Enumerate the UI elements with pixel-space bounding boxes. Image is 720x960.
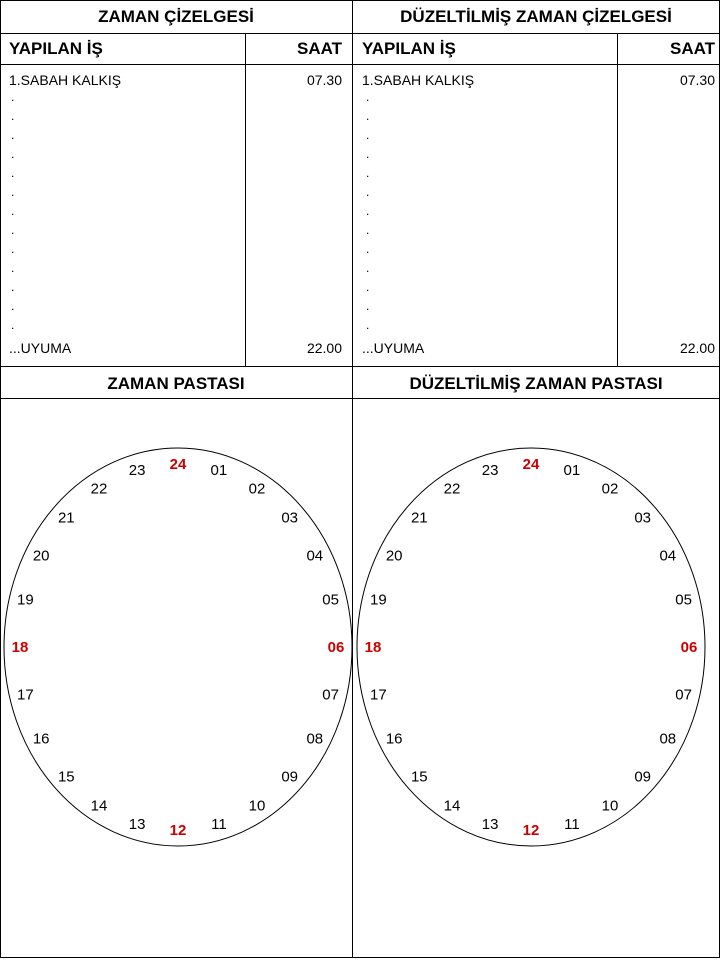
right-col-task-header: YAPILAN İŞ	[362, 39, 456, 58]
right-clock-hour-24: 24	[522, 456, 540, 473]
right-first-time: 07.30	[679, 72, 715, 88]
right-clock-hour-18: 18	[364, 639, 382, 656]
right-schedule-title: DÜZELTİLMİŞ ZAMAN ÇİZELGESİ	[400, 7, 672, 26]
right-clock-hour-07: 07	[675, 686, 692, 704]
left-clock-hour-17: 17	[17, 686, 34, 704]
left-clock-hour-06: 06	[327, 639, 345, 656]
right-clock-outline	[357, 448, 705, 846]
left-clock-hour-18: 18	[11, 639, 29, 656]
left-last-time: 22.00	[306, 340, 342, 356]
left-pie-title: ZAMAN PASTASI	[107, 374, 245, 393]
left-clock-hour-22: 22	[90, 480, 108, 498]
left-clock-hour-12: 12	[169, 822, 187, 839]
right-pie-title: DÜZELTİLMİŞ ZAMAN PASTASI	[409, 374, 663, 393]
left-clock-hour-20: 20	[32, 547, 50, 565]
border-bottom	[0, 957, 720, 958]
right-clock-hour-19: 19	[370, 591, 387, 609]
left-clock-hour-11: 11	[211, 815, 227, 833]
right-clock-hour-01: 01	[563, 462, 581, 480]
right-clock-hour-09: 09	[634, 768, 652, 786]
right-clock-hour-05: 05	[675, 591, 692, 609]
left-schedule-title: ZAMAN ÇİZELGESİ	[98, 7, 254, 26]
left-placeholder-dots: . . . . . . . . . . . . .	[11, 90, 15, 332]
left-clock-hour-10: 10	[248, 797, 266, 815]
right-clock-hour-21: 21	[410, 509, 428, 527]
left-clock-hour-07: 07	[322, 686, 339, 704]
left-first-time: 07.30	[306, 72, 342, 88]
right-clock-hour-12: 12	[522, 822, 540, 839]
right-clock-hour-06: 06	[680, 639, 698, 656]
left-last-task: ...UYUMA	[9, 340, 72, 356]
right-clock-hour-22: 22	[443, 480, 461, 498]
left-clock-hour-21: 21	[57, 509, 75, 527]
right-clock-hour-14: 14	[443, 797, 461, 815]
right-clock-hour-04: 04	[659, 547, 677, 565]
right-clock-hour-16: 16	[385, 730, 403, 748]
right-clock-hour-03: 03	[634, 509, 652, 527]
left-clock-hour-13: 13	[128, 815, 146, 833]
right-placeholder-dots: . . . . . . . . . . . . .	[366, 90, 370, 332]
left-clock-hour-05: 05	[322, 591, 339, 609]
right-clock-hour-08: 08	[659, 730, 677, 748]
right-col-time-header: SAAT	[669, 39, 715, 58]
right-clock-hour-23: 23	[481, 462, 499, 480]
right-last-task: ...UYUMA	[362, 340, 425, 356]
left-clock-hour-24: 24	[169, 456, 187, 473]
right-clock-hour-11: 11	[564, 815, 580, 833]
right-last-time: 22.00	[679, 340, 715, 356]
left-clock-hour-14: 14	[90, 797, 108, 815]
right-time-pie-clock	[353, 399, 719, 956]
left-time-pie-clock	[0, 399, 352, 956]
right-clock-hour-20: 20	[385, 547, 403, 565]
divider-colhead	[0, 64, 720, 65]
border-top	[0, 0, 720, 1]
right-first-task: 1.SABAH KALKIŞ	[362, 72, 475, 88]
right-clock-hour-10: 10	[601, 797, 619, 815]
left-clock-hour-02: 02	[248, 480, 266, 498]
left-clock-hour-03: 03	[281, 509, 299, 527]
left-col-time-header: SAAT	[296, 39, 342, 58]
divider-schedule-bottom	[0, 366, 720, 367]
right-clock-hour-02: 02	[601, 480, 619, 498]
divider-title	[0, 33, 720, 34]
left-clock-hour-04: 04	[306, 547, 324, 565]
left-col-task-header: YAPILAN İŞ	[9, 39, 103, 58]
left-first-task: 1.SABAH KALKIŞ	[9, 72, 122, 88]
left-clock-outline	[4, 448, 352, 846]
left-clock-hour-19: 19	[17, 591, 34, 609]
right-clock-hour-17: 17	[370, 686, 387, 704]
left-clock-hour-08: 08	[306, 730, 324, 748]
left-clock-hour-15: 15	[57, 768, 75, 786]
left-clock-hour-09: 09	[281, 768, 299, 786]
right-clock-hour-15: 15	[410, 768, 428, 786]
left-clock-hour-23: 23	[128, 462, 146, 480]
left-clock-hour-01: 01	[210, 462, 228, 480]
left-clock-hour-16: 16	[32, 730, 50, 748]
right-clock-hour-13: 13	[481, 815, 499, 833]
